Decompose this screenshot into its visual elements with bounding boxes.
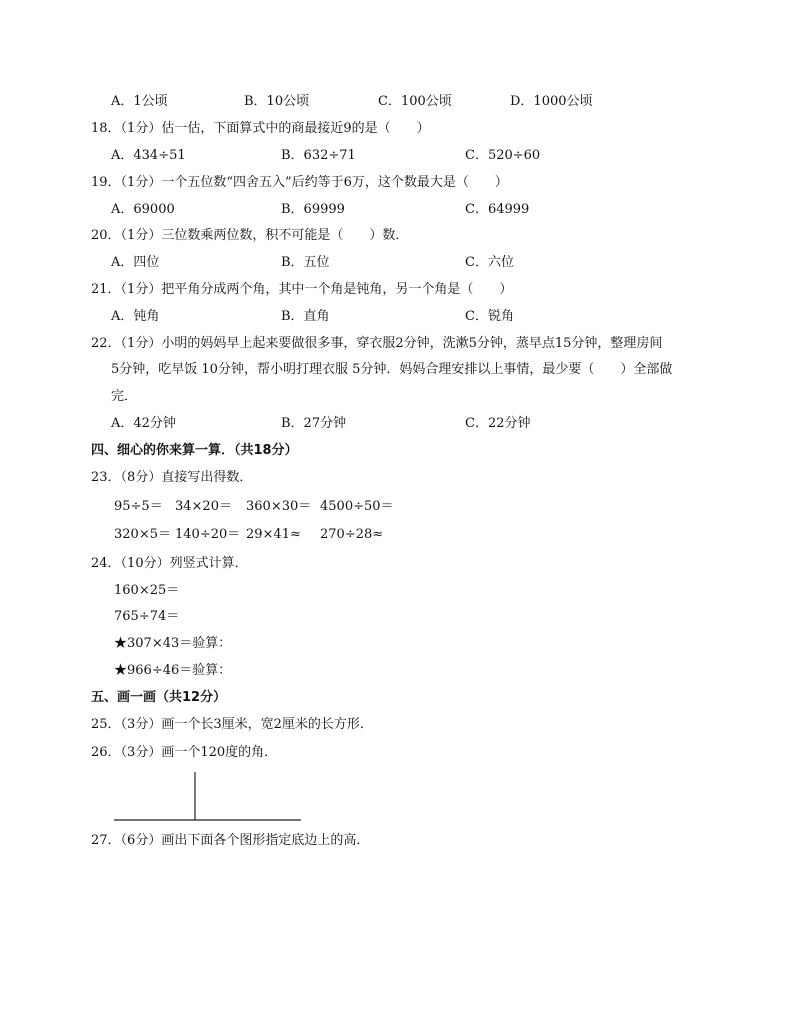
q24-item-4: ★966÷46＝验算：	[114, 663, 232, 678]
q21-option-b: B．直角	[281, 309, 330, 324]
q23-row1-item-1: 95÷5＝	[114, 499, 163, 514]
q23-row1-item-4: 4500÷50＝	[320, 499, 394, 514]
q19-option-c: C．64999	[465, 202, 530, 217]
q18-option-b: B．632÷71	[281, 148, 356, 163]
question-23: 23．（8分）直接写出得数．	[91, 470, 253, 485]
q19-option-a: A．69000	[111, 202, 175, 217]
question-19: 19．（1分）一个五位数“四舍五入”后约等于6万，这个数最大是（ ）	[91, 175, 508, 190]
question-26: 26．（3分）画一个120度的角．	[91, 745, 278, 760]
q24-item-1: 160×25＝	[114, 583, 180, 598]
q19-option-b: B．69999	[281, 202, 345, 217]
q23-row1-item-2: 34×20＝	[175, 499, 232, 514]
question-21: 21．（1分）把平角分成两个角，其中一个角是钝角，另一个角是（ ）	[91, 282, 513, 297]
q17-option-a: A．1公顷	[111, 94, 168, 109]
q20-option-b: B．五位	[281, 255, 330, 270]
q23-row2-item-3: 29×41≈	[246, 527, 301, 542]
q17-option-c: C．100公顷	[378, 94, 452, 109]
q21-option-c: C．锐角	[465, 309, 514, 324]
question-22-line-3: 完．	[111, 389, 138, 404]
q24-item-3: ★307×43＝验算：	[114, 636, 232, 651]
q17-option-b: B．10公顷	[244, 94, 310, 109]
question-22-line-2: 5分钟，吃早饭 10分钟，帮小明打理衣服 5分钟．妈妈合理安排以上事情，最少要（ ）全部做	[111, 362, 673, 377]
q22-option-b: B．27分钟	[281, 416, 347, 431]
q23-row2-item-4: 270÷28≈	[320, 527, 384, 542]
q22-option-c: C．22分钟	[465, 416, 531, 431]
question-18: 18．（1分）估一估，下面算式中的商最接近9的是（ ）	[91, 121, 430, 136]
q23-row2-item-2: 140÷20＝	[175, 527, 241, 542]
question-24: 24．（10分）列竖式计算．	[91, 556, 248, 571]
question-25: 25．（3分）画一个长3厘米，宽2厘米的长方形．	[91, 717, 373, 732]
q22-option-a: A．42分钟	[111, 416, 176, 431]
q21-option-a: A．钝角	[111, 309, 160, 324]
section-5-heading: 五、画一画（共12分）	[91, 690, 227, 705]
q20-option-a: A．四位	[111, 255, 160, 270]
question-22-line-1: 22．（1分）小明的妈妈早上起来要做很多事，穿衣服2分钟，洗漱5分钟，蒸早点15分钟，整理房间	[91, 336, 663, 351]
q20-option-c: C．六位	[465, 255, 514, 270]
q23-row2-item-1: 320×5＝	[114, 527, 171, 542]
question-27: 27．（6分）画出下面各个图形指定底边上的高．	[91, 833, 370, 848]
q18-option-a: A．434÷51	[111, 148, 186, 163]
section-4-heading: 四、细心的你来算一算．（共18分）	[91, 443, 298, 458]
q23-row1-item-3: 360×30＝	[246, 499, 312, 514]
question-20: 20．（1分）三位数乘两位数，积不可能是（ ）数．	[91, 228, 409, 243]
q24-item-2: 765÷74＝	[114, 609, 180, 624]
q17-option-d: D．1000公顷	[510, 94, 593, 109]
q18-option-c: C．520÷60	[465, 148, 541, 163]
